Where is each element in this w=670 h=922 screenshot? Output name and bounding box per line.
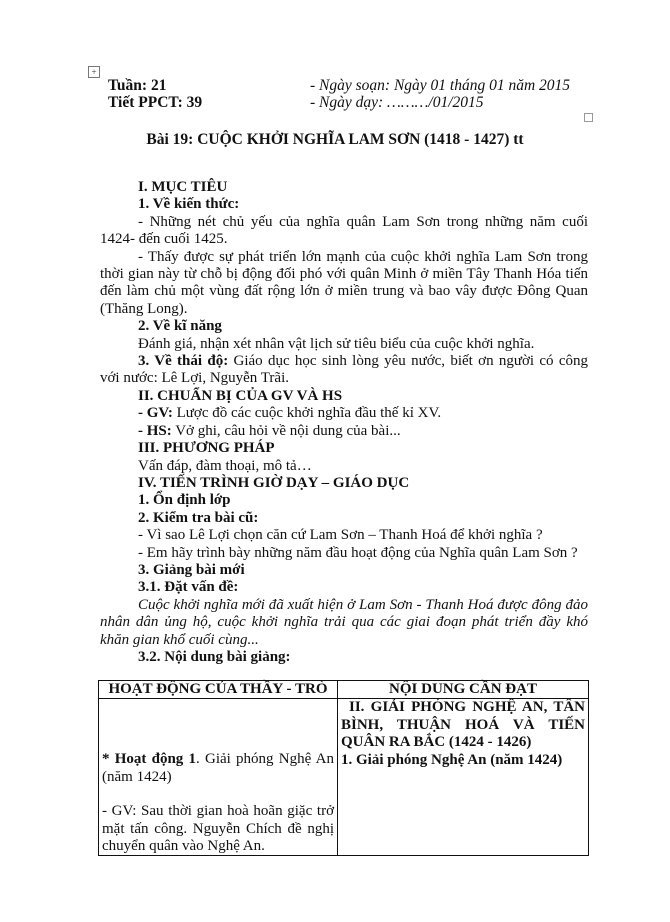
table-resize-handle-icon[interactable]: [584, 113, 593, 122]
label: - HS:: [138, 422, 172, 439]
paragraph-text: Giáo dục học sinh lòng yêu nước, biết ơn người có công với nước: Lê Lợi, Nguyễn Trãi.: [100, 353, 588, 387]
activity-gv: - GV: Sau thời gian hoà hoãn giặc trở mặt tấn công. Nguyễn Chích đề nghị chuyển quân vào Nghệ An.: [102, 803, 334, 855]
week-label: Tuần: 21: [108, 77, 167, 94]
table-row: [99, 699, 589, 856]
subsection-heading: 3.2. Nội dung bài giảng:: [138, 648, 291, 665]
content-cell: [338, 699, 589, 856]
subsection-heading: 1. Về kiến thức:: [138, 196, 240, 213]
subsection-heading: 3. Về thái độ:: [138, 353, 229, 370]
paragraph: - Em hãy trình bày những năm đầu hoạt động của Nghĩa quân Lam Sơn ?: [138, 544, 578, 561]
teach-date: - Ngày dạy: ………/01/2015: [310, 94, 484, 111]
content-subheading: 1. Giải phóng Nghệ An (năm 1424): [341, 751, 563, 768]
section-heading: II. CHUẨN BỊ CỦA GV VÀ HS: [138, 387, 343, 404]
paragraph: - Thấy được sự phát triển lớn mạnh của cuộc khởi nghĩa Lam Sơn trong thời gian này từ chỗ bị động đối phó với quân Minh ở miền Tây Thanh Hóa tiến đến làm chủ một vùng đất rộng lớn ở miền trung và bao vây được Đông Quan (Thăng Long).: [100, 248, 588, 317]
section-heading: I. MỤC TIÊU: [138, 179, 228, 195]
subsection-heading: 2. Kiểm tra bài cũ:: [138, 509, 259, 526]
prep-date: - Ngày soạn: Ngày 01 tháng 01 năm 2015: [310, 77, 571, 94]
table-header-row: [99, 681, 589, 699]
table-move-handle-icon[interactable]: +: [88, 66, 100, 78]
paragraph: [100, 353, 588, 388]
lesson-title: Bài 19: CUỘC KHỞI NGHĨA LAM SƠN (1418 - 1427) tt: [146, 131, 524, 148]
paragraph: - Những nét chủ yếu của nghĩa quân Lam Sơn trong những năm cuối 1424- đến cuối 1425.: [100, 213, 588, 248]
activity-text: . Giải phóng Nghệ An (năm 1424): [102, 751, 334, 785]
paragraph: Vấn đáp, đàm thoại, mô tả…: [138, 457, 312, 474]
paragraph: Đánh giá, nhận xét nhân vật lịch sử tiêu biểu của cuộc khởi nghĩa.: [138, 335, 535, 352]
section-heading: IV. TIẾN TRÌNH GIỜ DẠY – GIÁO DỤC: [138, 474, 410, 491]
lesson-table: [98, 680, 589, 856]
subsection-heading: 1. Ổn định lớp: [138, 492, 231, 509]
document-body: [100, 179, 588, 666]
label: - GV:: [138, 405, 173, 422]
paragraph: - Vì sao Lê Lợi chọn căn cứ Lam Sơn – Thanh Hoá để khởi nghĩa ?: [138, 527, 543, 544]
paragraph: Cuộc khởi nghĩa mới đã xuất hiện ở Lam Sơn - Thanh Hoá được đông đảo nhân dân ủng hộ, cuộc khởi nghĩa trải qua các giai đoạn phát triển đầy khó khăn gian khổ cuối cùng...: [100, 596, 588, 648]
subsection-heading: 3.1. Đặt vấn đề:: [138, 579, 239, 596]
paragraph-text: Lược đồ các cuộc khởi nghĩa đầu thế kỉ XV.: [172, 405, 442, 422]
activity-label: * Hoạt động 1: [102, 751, 197, 768]
column-header: NỘI DUNG CẦN ĐẠT: [338, 681, 589, 699]
section-heading: III. PHƯƠNG PHÁP: [138, 440, 275, 457]
column-header: HOẠT ĐỘNG CỦA THẦY - TRÒ: [99, 681, 338, 699]
period-label: Tiết PPCT: 39: [108, 94, 203, 111]
paragraph: [100, 423, 588, 440]
paragraph: [100, 405, 588, 422]
content-heading: II. GIẢI PHÓNG NGHỆ AN, TÂN BÌNH, THUẬN HOÁ VÀ TIẾN QUÂN RA BẮC (1424 - 1426): [341, 699, 585, 751]
activity-title: [102, 751, 334, 786]
paragraph-text: Vở ghi, câu hỏi về nội dung của bài...: [171, 422, 401, 439]
subsection-heading: 3. Giảng bài mới: [138, 561, 245, 578]
subsection-heading: 2. Về kĩ năng: [138, 318, 222, 335]
activity-cell: [99, 699, 338, 856]
